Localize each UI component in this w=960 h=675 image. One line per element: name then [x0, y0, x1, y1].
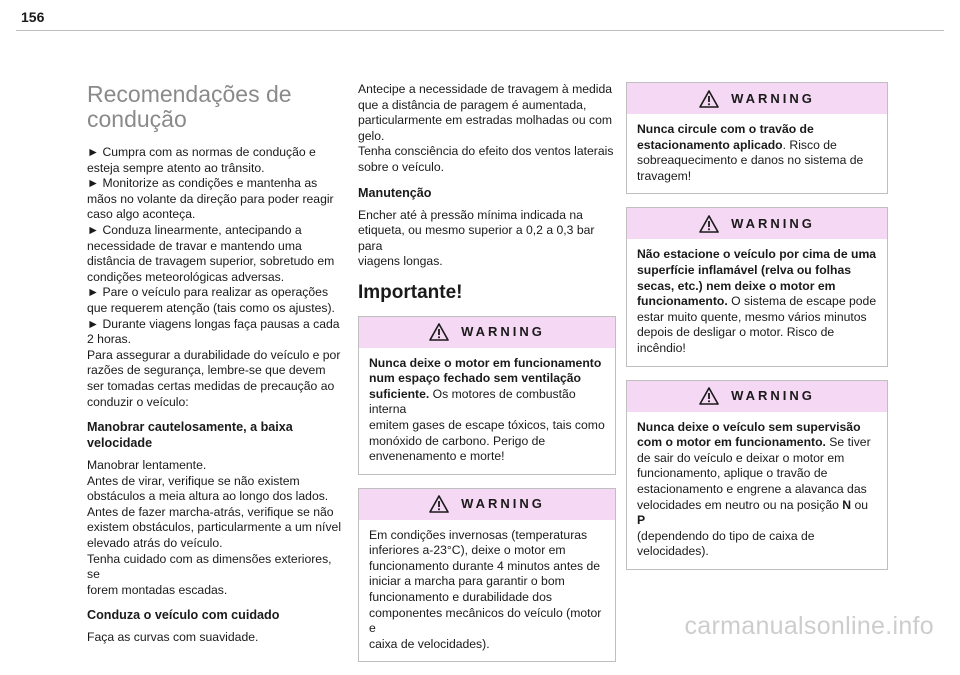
column-2: [358, 82, 616, 675]
warning-text: Nunca deixe o veículo sem supervisão com o motor em funcionamento. Se tiver de sair do veículo e deixar o motor em funcionamento, aplique o travão de estacionamento e engrene a alavanca das velocidades em neutro ou na posição N ou P (dependendo do tipo de caixa de velocidades).: [637, 419, 871, 559]
subheading-maintenance: Manutenção: [358, 185, 432, 200]
warning-box-unattended-vehicle: [626, 380, 888, 570]
subheading-drive-carefully: Conduza o veículo com cuidado: [87, 608, 280, 623]
warning-triangle-icon: [699, 387, 719, 405]
manoeuvre-text: Manobrar lentamente. Antes de virar, verifique se não existem obstáculos a meia altura ao longo dos lados. Antes de fazer marcha-atrás, verifique se não existem obstáculos, particularmente a um nível elevado atrás do veículo. Tenha cuidado com as dimensões exteriores, se forem montadas escadas.: [87, 458, 342, 597]
watermark: carmanualsonline.info: [684, 612, 934, 640]
warning-triangle-icon: [699, 90, 719, 108]
warning-text: Não estacione o veículo por cima de uma superfície inflamável (relva ou folhas secas, etc.) nem deixe o motor em funcionamento. O sistema de escape pode estar muito quente, mesmo vários minutos depois de desligar o motor. Risco de incêndio!: [637, 247, 877, 355]
warning-text: Nunca deixe o motor em funcionamento num espaço fechado sem ventilação suficiente. Os motores de combustão interna emitem gases de escape tóxicos, tais como monóxido de carbono. Perigo de envenenamento e morte!: [369, 355, 605, 464]
warning-triangle-icon: [699, 215, 719, 233]
warning-header: [627, 208, 887, 239]
page-number: 156: [21, 9, 45, 25]
warning-header: [627, 381, 887, 412]
warning-box-flammable-surface: [626, 207, 888, 366]
warning-box-engine-enclosed: [358, 316, 616, 475]
section-title: Recomendações de condução: [87, 81, 292, 132]
column-3: [626, 82, 888, 583]
warning-title: WARNING: [461, 496, 545, 512]
maintenance-text: Encher até à pressão mínima indicada na etiqueta, ou mesmo superior a 0,2 a 0,3 bar para viagens longas.: [358, 207, 595, 269]
warning-title: WARNING: [731, 388, 815, 404]
warning-box-winter: [358, 488, 616, 663]
subheading-manoeuvre: Manobrar cautelosamente, a baixa velocidade: [87, 420, 293, 451]
warning-title: WARNING: [731, 90, 815, 106]
warning-text: Nunca circule com o travão de estacionamento aplicado. Risco de sobreaquecimento e danos no sistema de travagem!: [637, 122, 864, 183]
warning-box-parking-brake: [626, 82, 888, 194]
header-divider: [16, 30, 944, 31]
intro-text: ► Cumpra com as normas de condução e esteja sempre atento ao trânsito. ► Monitorize as condições e mantenha as mãos no volante da direção para poder reagir caso algo aconteça. ► Conduza linearmente, antecipando a necessidade de travar e mantendo uma distância de travagem superior, sobretudo em condições meteorológicas adversas. ► Pare o veículo para realizar as operações que requerem atenção (tais como os ajustes). ► Durante viagens longas faça pausas a cada 2 horas. Para assegurar a durabilidade do veículo e por razões de segurança, lembre-se que devem ser tomadas certas medidas de precaução ao conduzir o veículo:: [87, 145, 341, 409]
warning-header: [359, 317, 615, 348]
braking-text: Antecipe a necessidade de travagem à medida que a distância de paragem é aumentada, particularmente em estradas molhadas ou com gelo. Tenha consciência do efeito dos ventos laterais sobre o veículo.: [358, 82, 614, 174]
warning-triangle-icon: [429, 495, 449, 513]
warning-header: [627, 83, 887, 114]
column-1: [87, 82, 342, 646]
warning-triangle-icon: [429, 323, 449, 341]
warning-title: WARNING: [731, 216, 815, 232]
warning-title: WARNING: [461, 324, 545, 340]
warning-header: [359, 489, 615, 520]
warning-text: Em condições invernosas (temperaturas inferiores a-23°C), deixe o motor em funcionamento durante 4 minutos antes de iniciar a marcha para garantir o bom funcionamento e durabilidade dos componentes mecânicos do veículo (motor e caixa de velocidades).: [369, 527, 602, 651]
drive-carefully-text: Faça as curvas com suavidade.: [87, 630, 259, 645]
important-heading: Importante!: [358, 281, 463, 303]
